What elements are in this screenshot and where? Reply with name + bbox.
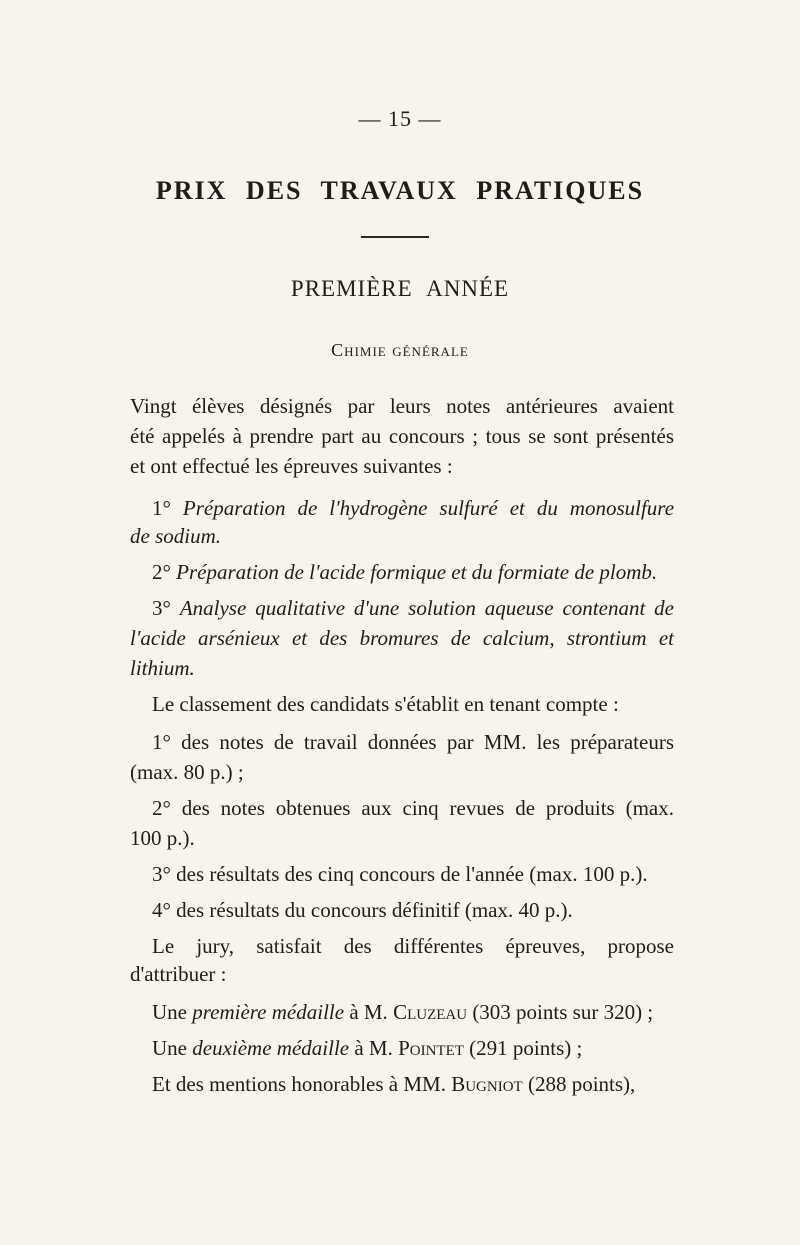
epreuve-number: 1° <box>152 496 171 520</box>
award-2 <box>152 1034 674 1062</box>
award-prefix: Une <box>152 1000 193 1024</box>
intro-line-2: été appelés à prendre part au concours ; tous se sont présentés <box>130 424 674 448</box>
jury-line-1: Le jury, satisfait des différentes épreuves, propose <box>152 934 674 958</box>
critere-1-line-1: 1° des notes de travail données par MM. les préparateurs <box>152 730 674 754</box>
award-medal: deuxième médaille <box>192 1036 350 1060</box>
page-number: — 15 — <box>358 106 442 131</box>
epreuve-text: Préparation de l'hydrogène sulfuré et du monosulfure <box>182 496 675 520</box>
award-recipient: Bugniot <box>451 1072 523 1096</box>
award-recipient: Cluzeau <box>393 1000 468 1024</box>
critere-3-line-1: 3° des résultats des cinq concours de l'année (max. 100 p.). <box>152 862 648 886</box>
critere-4-line-1: 4° des résultats du concours définitif (max. 40 p.). <box>152 898 573 922</box>
award-1 <box>152 998 674 1026</box>
award-score: (288 points), <box>522 1072 636 1096</box>
intro-line-1: Vingt élèves désignés par leurs notes antérieures avaient <box>130 394 674 418</box>
epreuve-3-line-1 <box>152 594 674 622</box>
epreuve-text: Préparation de l'acide formique et du formiate de plomb. <box>176 560 658 584</box>
award-mid: à M. <box>349 1036 399 1060</box>
page-title: PRIX DES TRAVAUX PRATIQUES <box>155 176 645 205</box>
critere-1-line-2: (max. 80 p.) ; <box>130 760 244 784</box>
award-prefix: Et des mentions honorables à MM. <box>152 1072 452 1096</box>
epreuve-1-line-2: de sodium. <box>130 524 221 548</box>
epreuve-3-line-2: l'acide arsénieux et des bromures de calcium, strontium et <box>130 626 674 650</box>
award-recipient: Pointet <box>398 1036 464 1060</box>
critere-2-line-1: 2° des notes obtenues aux cinq revues de produits (max. <box>152 796 674 820</box>
subsection-heading: Chimie générale <box>331 340 469 360</box>
epreuve-text: Analyse qualitative d'une solution aqueuse contenant de <box>179 596 675 620</box>
intro-line-3: et ont effectué les épreuves suivantes : <box>130 454 453 478</box>
title-divider <box>361 236 429 238</box>
jury-line-2: d'attribuer : <box>130 962 227 986</box>
award-score: (303 points sur 320) ; <box>467 1000 654 1024</box>
epreuve-number: 2° <box>152 560 171 584</box>
award-mid: à M. <box>344 1000 394 1024</box>
award-medal: première médaille <box>192 1000 345 1024</box>
award-prefix: Une <box>152 1036 193 1060</box>
epreuve-3-line-3: lithium. <box>130 656 195 680</box>
epreuve-number: 3° <box>152 596 171 620</box>
epreuve-2-line-1 <box>152 558 674 586</box>
award-score: (291 points) ; <box>463 1036 583 1060</box>
classement-text: Le classement des candidats s'établit en tenant compte : <box>152 692 619 716</box>
epreuve-1-line-1 <box>152 494 674 522</box>
critere-2-line-2: 100 p.). <box>130 826 195 850</box>
award-3 <box>152 1070 674 1098</box>
section-heading: PREMIÈRE ANNÉE <box>290 276 510 301</box>
